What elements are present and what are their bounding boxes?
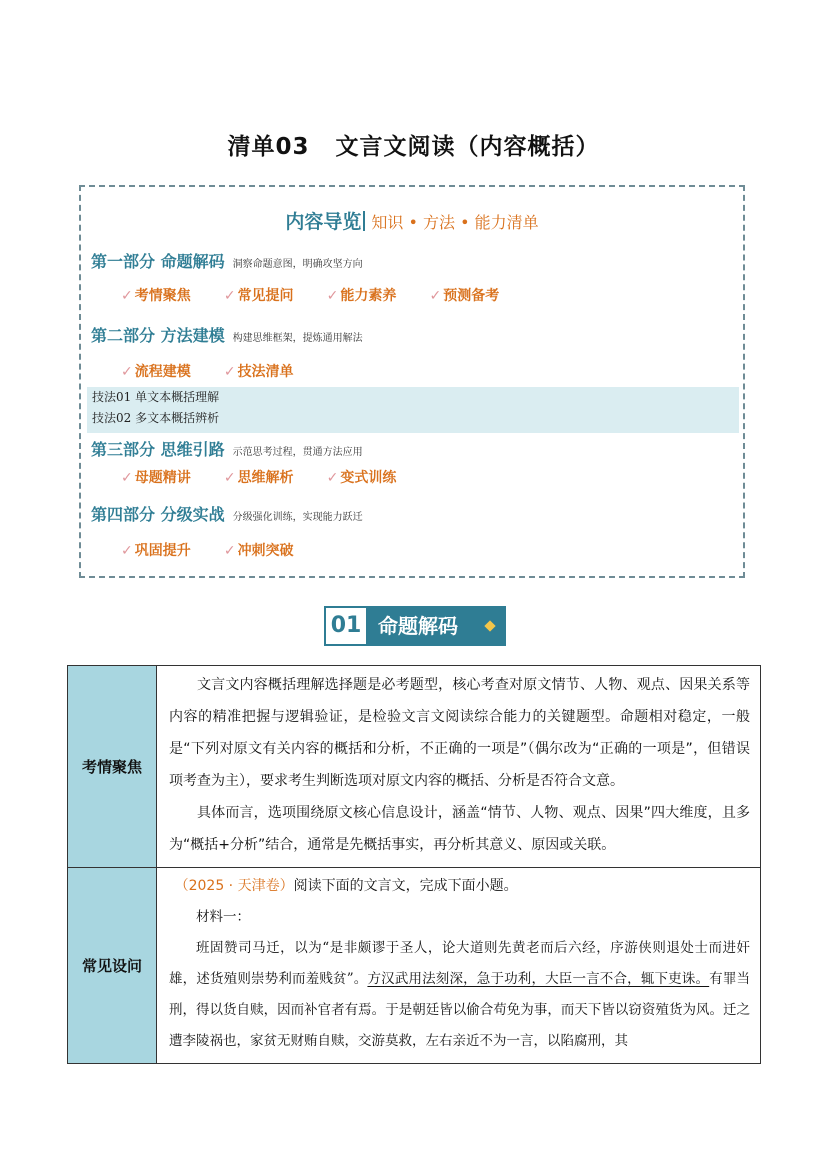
row-label: 考情聚焦 [68,666,157,868]
part-1-heading: 第一部分 命题解码 洞察命题意图，明确攻坚方向 [91,252,363,271]
analysis-table [67,665,761,1064]
check-icon: ✓ [429,288,442,304]
check-icon: ✓ [121,470,133,486]
material-text: 班固赞司马迁，以为“是非颇谬于圣人，论大道则先黄老而后六经，序游侠则退处士而进奸雄，述货殖则崇势利而羞贱贫”。方汉武用法刻深，急于功利，大臣一言不合，辄下吏诛。有罪当刑，得以货自赎，因而补官者有焉。于是朝廷皆以偷合苟免为事，而天下皆以窃资殖货为风。迁之遭李陵祸也，家贫无财贿自赎，交游莫救，左右亲近不为一言，以陷腐刑，其 [169,940,751,1049]
part-4-heading: 第四部分 分级实战 分级强化训练，实现能力跃迁 [91,505,363,524]
guide-item[interactable]: ✓ 冲刺突破 [223,543,294,559]
part-1-items [121,285,527,305]
technique-item[interactable]: 技法01 单文本概括理解 [92,390,220,404]
guide-item[interactable]: ✓ 母题精讲 [121,470,191,486]
check-icon: ✓ [223,543,236,559]
page-title: 清单03 文言文阅读（内容概括） [227,134,600,160]
table-row [68,868,761,1064]
part-3-heading: 第三部分 思维引路 示范思考过程，贯通方法应用 [91,440,363,459]
material-title: 材料一： [196,909,250,925]
check-icon: ✓ [326,288,339,304]
heading-divider [363,211,365,231]
section-banner [324,606,508,644]
check-icon: ✓ [121,288,133,304]
part-4-items [121,540,322,560]
section-label: 命题解码 [368,606,506,646]
guide-item[interactable]: ✓ 变式训练 [326,470,397,486]
guide-item[interactable]: ✓ 巩固提升 [121,543,191,559]
part-2-heading: 第二部分 方法建模 构建思维框架，提炼通用解法 [91,326,363,345]
guide-item[interactable]: ✓ 能力素养 [326,288,397,304]
paragraph: 文言文内容概括理解选择题是必考题型，核心考查对原文情节、人物、观点、因果关系等内容的精准把握与逻辑验证，是检验文言文阅读综合能力的关键题型。命题相对稳定，一般是“下列对原文有关内容的概括和分析，不正确的一项是”（偶尔改为“正确的一项是”，但错误项考查为主），要求考生判断选项对原文内容的概括、分析是否符合文意。 [169,677,750,789]
section-number: 01 [324,606,368,646]
row-label: 常见设问 [68,868,157,1064]
check-icon: ✓ [223,470,236,486]
guide-heading: 内容导览 知识 • 方法 • 能力清单 [285,211,539,233]
check-icon: ✓ [121,364,133,380]
part-2-items [121,361,322,381]
technique-item[interactable]: 技法02 多文本概括辨析 [92,411,220,425]
guide-item[interactable]: ✓ 思维解析 [223,470,294,486]
guide-item[interactable]: ✓ 预测备考 [429,288,500,304]
content-guide-box [79,185,745,578]
exam-source: （2025 · 天津卷） [174,878,294,894]
guide-item[interactable]: ✓ 常见提问 [223,288,294,304]
check-icon: ✓ [223,364,236,380]
guide-item[interactable]: ✓ 考情聚焦 [121,288,191,304]
guide-item[interactable]: ✓ 流程建模 [121,364,191,380]
check-icon: ✓ [326,470,339,486]
table-row [68,666,761,868]
paragraph: 具体而言，选项围绕原文核心信息设计，涵盖“情节、人物、观点、因果”四大维度，且多为“概括+分析”结合，通常是先概括事实，再分析其意义、原因或关联。 [169,805,750,853]
row-content [157,666,761,868]
guide-item[interactable]: ✓ 技法清单 [223,364,294,380]
question-instruction: （2025 · 天津卷）阅读下面的文言文，完成下面小题。 [174,878,518,894]
check-icon: ✓ [121,543,133,559]
technique-list [87,387,739,433]
part-3-items [121,467,424,487]
check-icon: ✓ [223,288,236,304]
row-content [157,868,761,1064]
underlined-sentence: 方汉武用法刻深，急于功利，大臣一言不合，辄下吏诛。 [367,971,710,987]
